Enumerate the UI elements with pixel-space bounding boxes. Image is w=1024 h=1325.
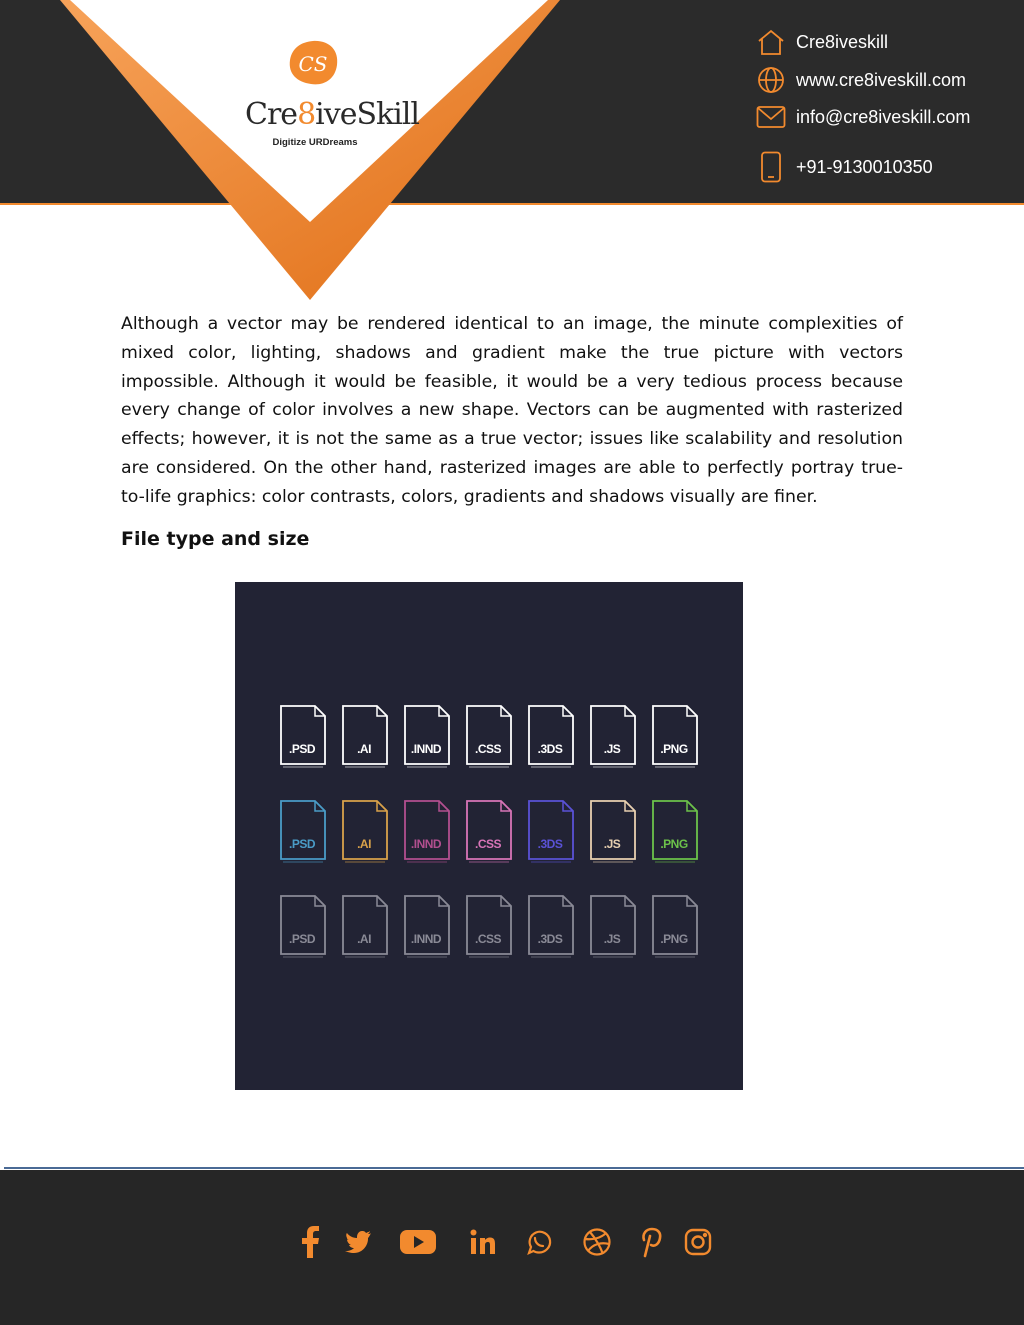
file-icon-colored-innd xyxy=(403,799,451,863)
file-extension-label: .PSD xyxy=(288,932,315,946)
file-extension-label: .PSD xyxy=(288,742,315,756)
document-icon xyxy=(589,704,637,768)
article-body xyxy=(121,310,903,550)
file-icon-white-png xyxy=(651,704,699,768)
file-extension-label: .INND xyxy=(410,932,442,946)
page-footer xyxy=(0,1170,1024,1325)
file-icon-white-ai xyxy=(341,704,389,768)
section-heading: File type and size xyxy=(121,527,310,550)
file-extension-label: .CSS xyxy=(474,742,501,756)
file-extension-label: .3DS xyxy=(537,837,563,851)
file-icon-colored-css xyxy=(465,799,513,863)
file-icon-gray-psd xyxy=(279,894,327,958)
file-icon-white-psd xyxy=(279,704,327,768)
file-icon-colored-3ds xyxy=(527,799,575,863)
svg-text:CS: CS xyxy=(298,52,328,76)
file-extension-label: .AI xyxy=(357,742,371,756)
document-icon xyxy=(403,799,451,863)
globe-icon xyxy=(756,65,786,95)
document-icon xyxy=(279,894,327,958)
file-icon-white-3ds xyxy=(527,704,575,768)
file-icon-colored-png xyxy=(651,799,699,863)
file-icon-white-innd xyxy=(403,704,451,768)
brand-name: Cre8iveSkill xyxy=(245,97,419,132)
file-extension-label: .JS xyxy=(603,742,621,756)
document-icon xyxy=(651,894,699,958)
document-icon xyxy=(279,799,327,863)
file-extension-label: .AI xyxy=(357,837,371,851)
file-extension-label: .PNG xyxy=(660,837,688,851)
whatsapp-icon[interactable] xyxy=(519,1222,559,1262)
file-extension-label: .CSS xyxy=(474,837,501,851)
phone-icon xyxy=(756,152,786,182)
document-icon xyxy=(465,704,513,768)
document-icon xyxy=(465,799,513,863)
file-icon-colored-psd xyxy=(279,799,327,863)
youtube-icon[interactable] xyxy=(398,1222,438,1262)
twitter-icon[interactable] xyxy=(338,1222,378,1262)
document-icon xyxy=(651,799,699,863)
dribbble-icon[interactable] xyxy=(577,1222,617,1262)
file-extension-label: .3DS xyxy=(537,742,563,756)
file-extension-label: .JS xyxy=(603,837,621,851)
contact-email[interactable]: info@cre8iveskill.com xyxy=(756,102,970,132)
file-icon-gray-ai xyxy=(341,894,389,958)
contact-name: Cre8iveskill xyxy=(756,27,888,57)
document-icon xyxy=(341,799,389,863)
file-extension-label: .PNG xyxy=(660,932,688,946)
brand-logo-mark xyxy=(285,38,341,88)
document-icon xyxy=(527,894,575,958)
file-icon-gray-js xyxy=(589,894,637,958)
instagram-icon[interactable] xyxy=(678,1222,718,1262)
pinterest-icon[interactable] xyxy=(631,1222,671,1262)
document-icon xyxy=(527,799,575,863)
home-icon xyxy=(756,27,786,57)
file-extension-label: .PNG xyxy=(660,742,688,756)
file-icon-gray-innd xyxy=(403,894,451,958)
document-icon xyxy=(341,704,389,768)
mail-icon xyxy=(756,102,786,132)
contact-website[interactable]: www.cre8iveskill.com xyxy=(756,65,966,95)
file-extension-label: .PSD xyxy=(288,837,315,851)
brand-tagline: Digitize URDreams xyxy=(272,137,358,148)
document-icon xyxy=(589,894,637,958)
file-icon-white-css xyxy=(465,704,513,768)
file-type-icons-image xyxy=(235,582,743,1090)
footer-divider xyxy=(4,1167,1024,1169)
file-extension-label: .INND xyxy=(410,837,442,851)
file-extension-label: .JS xyxy=(603,932,621,946)
file-icon-colored-ai xyxy=(341,799,389,863)
document-icon xyxy=(403,894,451,958)
file-extension-label: .3DS xyxy=(537,932,563,946)
facebook-icon[interactable] xyxy=(290,1222,330,1262)
document-icon xyxy=(465,894,513,958)
file-icon-gray-3ds xyxy=(527,894,575,958)
file-icon-colored-js xyxy=(589,799,637,863)
document-icon xyxy=(651,704,699,768)
body-paragraph: Although a vector may be rendered identical to an image, the minute complexities of mixed color, lighting, shadows and gradient make the true picture with vectors impossible. Although it would be feasible, it would be a very tedious process because every change of color involves a new shape. Vectors can be augmented with rasterized effects; however, it is not the same as a true vector; issues like scalability and resolution are considered. On the other hand, rasterized images are able to perfectly portray true-to-life graphics: color contrasts, colors, gradients and shadows visually are finer. xyxy=(121,314,903,507)
document-icon xyxy=(527,704,575,768)
file-extension-label: .CSS xyxy=(474,932,501,946)
file-extension-label: .AI xyxy=(357,932,371,946)
contact-phone[interactable]: +91-9130010350 xyxy=(756,152,933,182)
page-header xyxy=(0,0,1024,210)
document-icon xyxy=(279,704,327,768)
linkedin-icon[interactable] xyxy=(463,1222,503,1262)
document-icon xyxy=(403,704,451,768)
file-icon-gray-png xyxy=(651,894,699,958)
document-icon xyxy=(589,799,637,863)
file-icon-white-js xyxy=(589,704,637,768)
file-icon-gray-css xyxy=(465,894,513,958)
document-icon xyxy=(341,894,389,958)
file-extension-label: .INND xyxy=(410,742,442,756)
